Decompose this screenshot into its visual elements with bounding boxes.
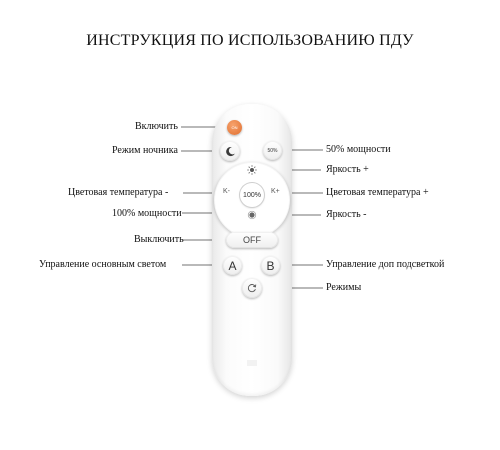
b-button[interactable]: B (261, 256, 280, 275)
label-extra-light: Управление доп подсветкой (326, 259, 445, 270)
night-mode-button[interactable] (220, 141, 240, 161)
modes-button[interactable] (242, 278, 262, 298)
label-color-temp-minus: Цветовая температура - (68, 187, 169, 198)
cycle-icon (247, 283, 257, 293)
label-turn-off: Выключить (134, 234, 184, 245)
color-temp-plus-button[interactable]: K+ (271, 188, 280, 195)
page-title: ИНСТРУКЦИЯ ПО ИСПОЛЬЗОВАНИЮ ПДУ (86, 32, 414, 49)
label-color-temp-plus: Цветовая температура + (326, 187, 429, 198)
label-brightness-up: Яркость + (326, 164, 369, 175)
power-100-button[interactable]: 100% (240, 183, 264, 207)
label-power-100: 100% мощности (112, 208, 182, 219)
label-modes: Режимы (326, 282, 362, 293)
power-50-button[interactable]: 50% (263, 141, 282, 160)
a-button[interactable]: A (223, 256, 242, 275)
grip-texture (246, 360, 258, 366)
label-brightness-down: Яркость - (326, 209, 367, 220)
brightness-up-icon[interactable] (247, 165, 257, 175)
moon-icon (225, 146, 236, 157)
label-turn-on: Включить (135, 121, 178, 132)
label-main-light: Управление основным светом (39, 259, 167, 270)
on-button[interactable]: ON (227, 120, 242, 135)
label-night-mode: Режим ночника (112, 145, 178, 156)
off-button[interactable]: OFF (226, 232, 278, 248)
label-power-50: 50% мощности (326, 144, 391, 155)
brightness-down-icon[interactable] (247, 210, 257, 220)
color-temp-minus-button[interactable]: K- (223, 188, 230, 195)
